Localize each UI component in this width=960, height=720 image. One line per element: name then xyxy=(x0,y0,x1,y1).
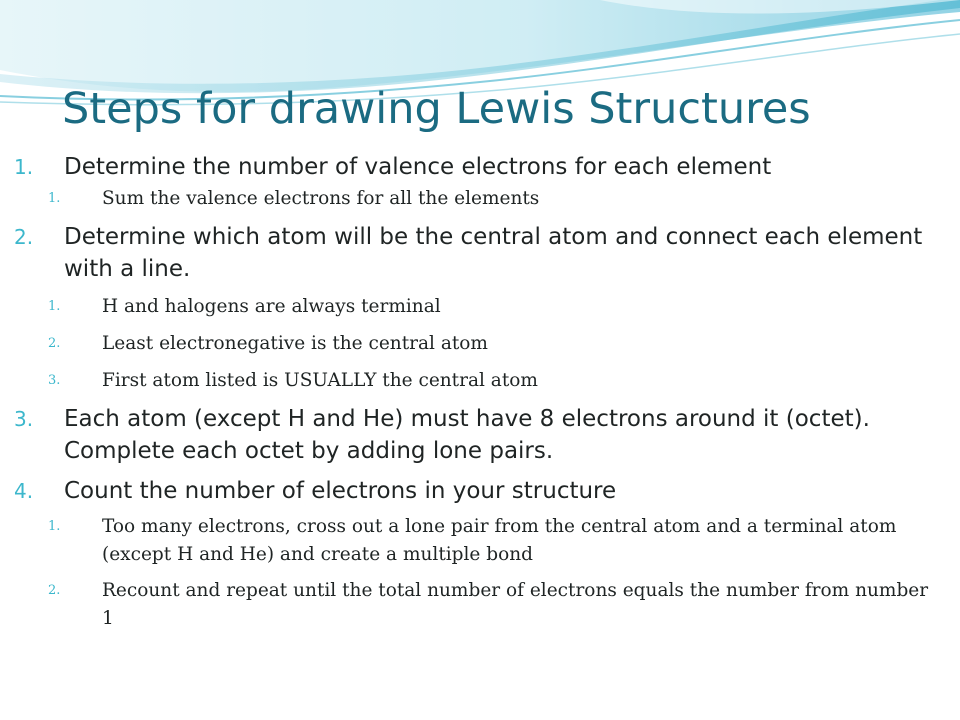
substep-text: Least electronegative is the central atom xyxy=(102,333,488,354)
step-text: Each atom (except H and He) must have 8 electrons around it (octet). Complete each octet by adding lone pairs. xyxy=(64,406,870,464)
steps-list xyxy=(14,151,944,633)
step-number: 4. xyxy=(14,479,34,503)
substep-item xyxy=(14,577,944,633)
step-item xyxy=(14,221,944,285)
step-number: 2. xyxy=(14,225,34,249)
slide-title: Steps for drawing Lewis Structures xyxy=(62,84,811,134)
step-text: Determine the number of valence electrons for each element xyxy=(64,154,772,180)
substep-text: Recount and repeat until the total number of electrons equals the number from number 1 xyxy=(102,580,929,629)
substep-text: First atom listed is USUALLY the central atom xyxy=(102,370,538,391)
substep-item xyxy=(14,293,944,321)
step-item xyxy=(14,151,944,183)
substep-number: 1. xyxy=(48,519,61,534)
substep-item xyxy=(14,367,944,395)
step-text: Determine which atom will be the central atom and connect each element with a line. xyxy=(64,224,923,282)
step-text: Count the number of electrons in your structure xyxy=(64,478,617,504)
substep-number: 1. xyxy=(48,299,61,314)
step-number: 1. xyxy=(14,155,34,179)
substep-number: 2. xyxy=(48,336,61,351)
step-item xyxy=(14,475,944,507)
substep-number: 2. xyxy=(48,583,61,598)
substep-number: 1. xyxy=(48,191,61,206)
substep-item xyxy=(14,513,944,569)
substep-item xyxy=(14,185,944,213)
substep-item xyxy=(14,330,944,358)
substep-text: Sum the valence electrons for all the elements xyxy=(102,188,540,209)
substep-text: Too many electrons, cross out a lone pair from the central atom and a terminal atom (except H and He) and create a multiple bond xyxy=(102,516,897,565)
substep-number: 3. xyxy=(48,373,61,388)
step-item xyxy=(14,403,944,467)
step-number: 3. xyxy=(14,407,34,431)
substep-text: H and halogens are always terminal xyxy=(102,296,441,317)
